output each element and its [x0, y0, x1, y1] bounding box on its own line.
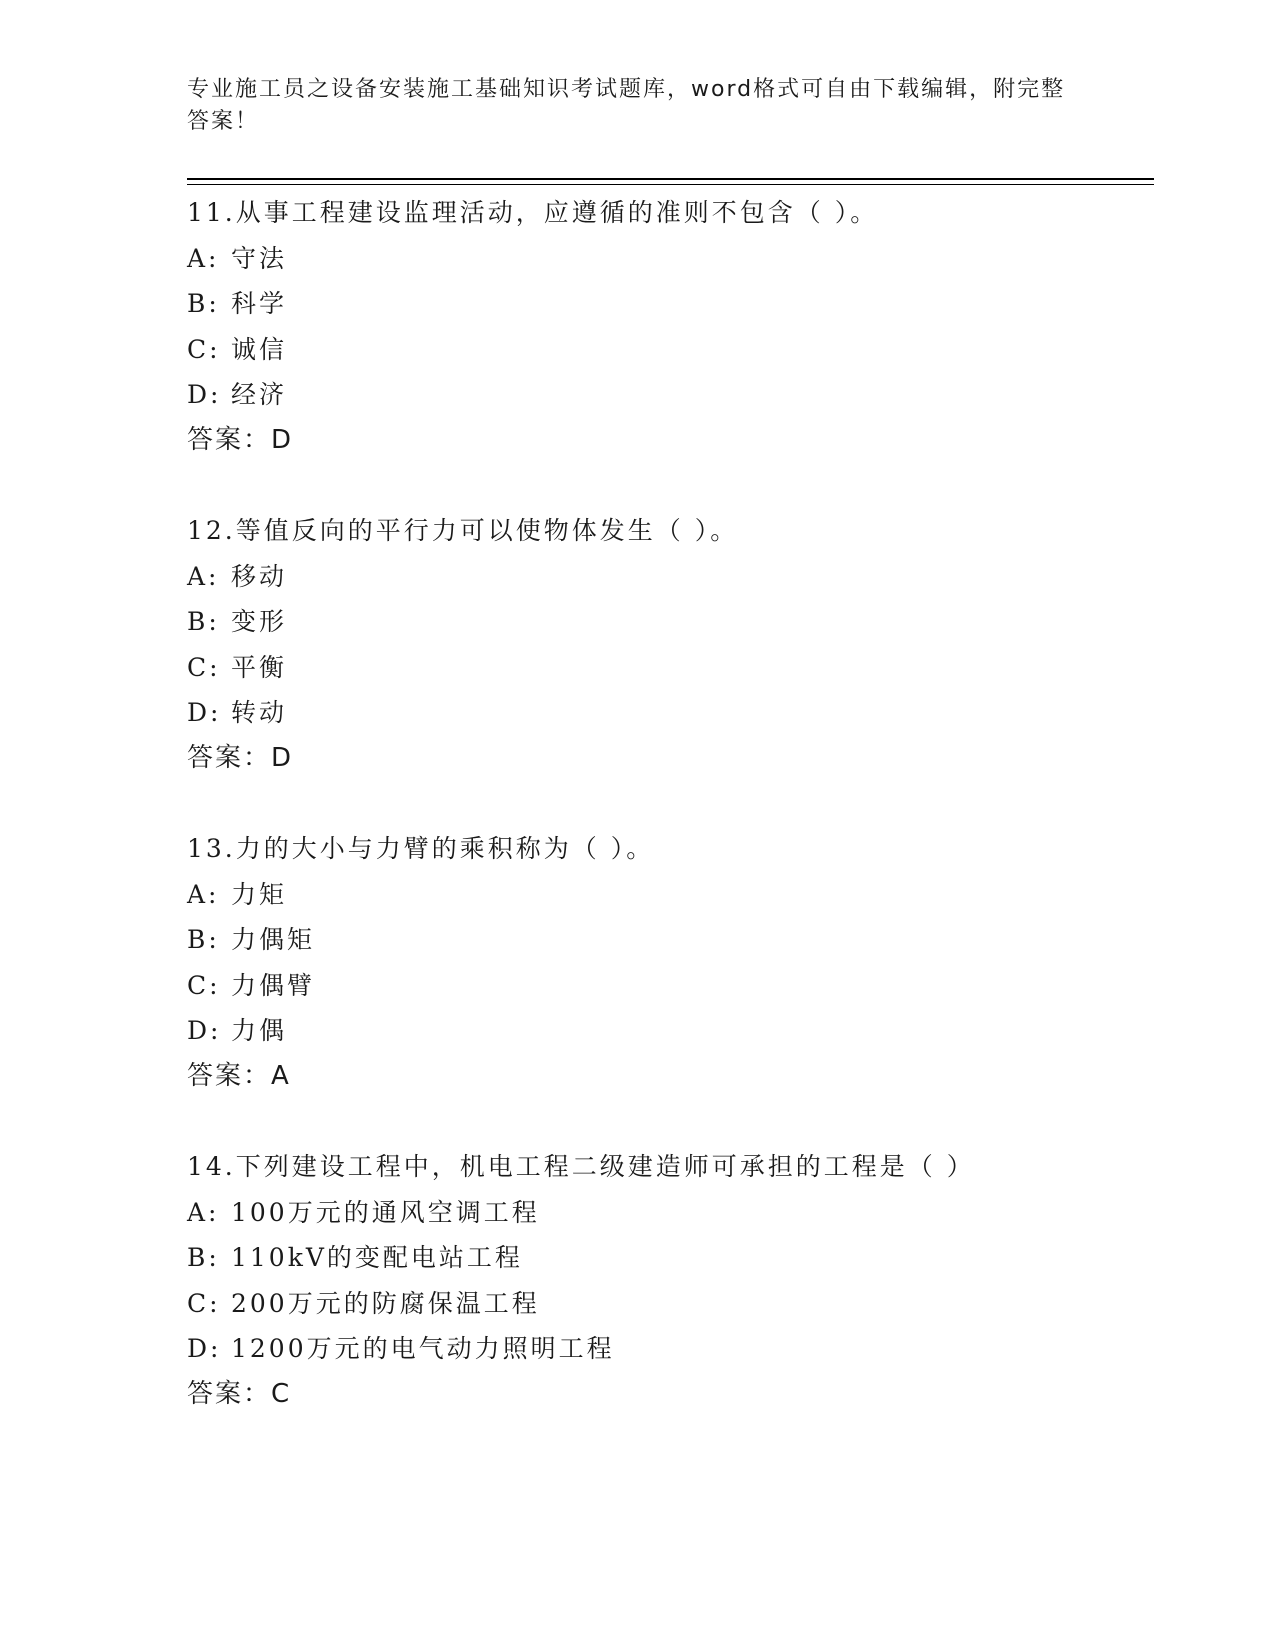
option-c — [187, 645, 1154, 691]
option-text: 平衡 — [231, 652, 288, 682]
question-stem: 11.从事工程建设监理活动，应遵循的准则不包含（ ）。 — [187, 198, 879, 227]
option-text: 科学 — [231, 289, 288, 318]
option-text: 力偶矩 — [231, 925, 316, 954]
option-letter: B: — [187, 289, 220, 318]
option-d — [187, 1008, 1154, 1054]
option-letter: C: — [187, 970, 221, 1000]
option-c — [187, 963, 1154, 1009]
option-text: 移动 — [231, 561, 288, 591]
option-letter: A: — [187, 879, 220, 909]
question-14 — [187, 1144, 1154, 1462]
question-11 — [187, 190, 1154, 508]
question-list — [187, 190, 1154, 1462]
question-stem: 13.力的大小与力臂的乘积称为（ ）。 — [187, 834, 655, 863]
option-letter: A: — [187, 243, 220, 273]
option-text: 100万元的通风空调工程 — [231, 1197, 540, 1227]
option-d — [187, 1326, 1154, 1372]
option-b — [187, 599, 1154, 645]
option-letter: D: — [187, 1334, 222, 1363]
option-letter: A: — [187, 1197, 220, 1227]
option-text: 200万元的防腐保温工程 — [231, 1288, 540, 1318]
option-b — [187, 281, 1154, 327]
header-divider-thin — [187, 184, 1154, 185]
answer-line: 答案：D — [187, 424, 294, 455]
option-text: 诚信 — [231, 334, 288, 364]
option-d — [187, 690, 1154, 736]
option-letter: B: — [187, 1243, 220, 1272]
option-a — [187, 1190, 1154, 1236]
option-letter: D: — [187, 698, 222, 727]
question-12 — [187, 508, 1154, 826]
option-a — [187, 872, 1154, 918]
option-letter: D: — [187, 380, 222, 409]
option-text: 转动 — [231, 698, 288, 727]
option-c — [187, 1281, 1154, 1327]
option-text: 守法 — [231, 243, 288, 273]
option-text: 力偶臂 — [231, 970, 316, 1000]
option-letter: B: — [187, 607, 220, 636]
answer-line: 答案：D — [187, 742, 294, 773]
option-b — [187, 917, 1154, 963]
option-letter: B: — [187, 925, 220, 954]
question-13 — [187, 826, 1154, 1144]
option-text: 1200万元的电气动力照明工程 — [231, 1334, 615, 1363]
option-text: 力偶 — [231, 1016, 288, 1045]
answer-line: 答案：C — [187, 1378, 292, 1409]
answer-line: 答案：A — [187, 1060, 291, 1091]
option-letter: D: — [187, 1016, 222, 1045]
question-stem: 12.等值反向的平行力可以使物体发生（ ）。 — [187, 516, 739, 545]
option-a — [187, 236, 1154, 282]
option-text: 110kV的变配电站工程 — [231, 1243, 523, 1272]
option-letter: C: — [187, 334, 221, 364]
document-header: 专业施工员之设备安装施工基础知识考试题库，word格式可自由下载编辑，附完整答案！ — [187, 77, 1066, 134]
option-b — [187, 1235, 1154, 1281]
option-text: 力矩 — [231, 879, 288, 909]
question-stem: 14.下列建设工程中，机电工程二级建造师可承担的工程是（ ） — [187, 1152, 975, 1181]
option-a — [187, 554, 1154, 600]
option-c — [187, 327, 1154, 373]
option-letter: C: — [187, 652, 221, 682]
option-letter: C: — [187, 1288, 221, 1318]
option-text: 经济 — [231, 380, 288, 409]
option-text: 变形 — [231, 607, 288, 636]
option-d — [187, 372, 1154, 418]
header-divider-thick — [187, 178, 1154, 180]
option-letter: A: — [187, 561, 220, 591]
